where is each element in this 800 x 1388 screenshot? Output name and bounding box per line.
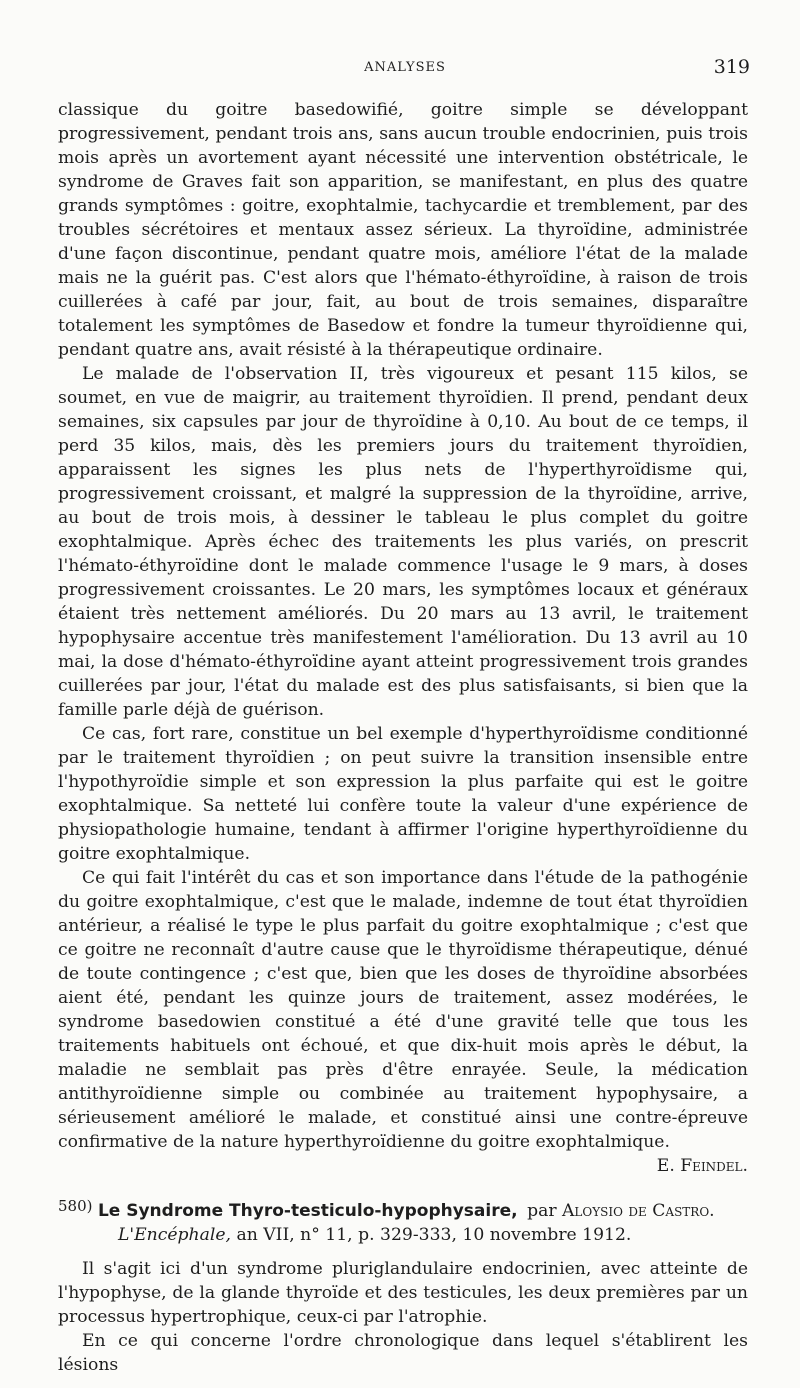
citation-details: an VII, n° 11, p. 329-333, 10 novembre 1912. [236,1225,632,1245]
journal-name: L'Encéphale, [118,1225,232,1245]
entry-title: Le Syndrome Thyro-testiculo-hypophysaire, [97,1201,518,1221]
entry-number: 580) [58,1197,93,1215]
author-signature: E. Feindel. [656,1156,748,1176]
running-title: ANALYSES [364,60,446,75]
paragraph: En ce qui concerne l'ordre chronologique dans lequel s'établirent les lésions [58,1331,748,1375]
review-entry [58,1194,748,1377]
page-header [60,56,750,90]
page-number: 319 [713,56,750,78]
entry-author: Aloysio de Castro. [562,1201,715,1221]
paragraph: Ce cas, fort rare, constitue un bel exemple d'hyperthyroïdisme conditionné par le traitement thyroïdien ; on peut suivre la transition insensible entre l'hypothyroïdie simple et son expression la plus parfaite qui est le goitre exophtalmique. Sa netteté lui confère toute la valeur d'une expérience de physiopathologie humaine, tendant à affirmer l'origine hyperthyroïdienne du goitre exophtalmique. [58,724,748,864]
entry-heading [58,1194,748,1223]
paragraph: Il s'agit ici d'un syndrome pluriglandulaire endocrinien, avec atteinte de l'hypophyse, de la glande thyroïde et des testicules, les deux premières par un processus hypertrophique, ceux-ci par l'atrophie. [58,1259,748,1327]
entry-author-prefix: par [527,1201,557,1221]
body-text [58,98,748,1377]
paragraph: Ce qui fait l'intérêt du cas et son importance dans l'étude de la pathogénie du goitre exophtalmique, c'est que le malade, indemne de tout état thyroïdien antérieur, a réalisé le type le plus parfait du goitre exophtalmique ; c'est que ce goitre ne reconnaît d'autre cause que le thyroïdisme thérapeutique, dénué de toute contingence ; c'est que, bien que les doses de thyroïdine absorbées aient été, pendant les quinze jours de traitement, assez modérées, le syndrome basedowien constitué a été d'une gravité telle que tous les traitements habituels ont échoué, et que dix-huit mois après le début, la maladie ne semblait pas près d'être enrayée. Seule, la médication antithyroïdienne simple ou combinée au traitement hypophysaire, a sérieusement amélioré le malade, et constitué ainsi une contre-épreuve confirmative de la nature hyperthyroïdienne du goitre exophtalmique. [58,868,748,1152]
entry-citation [58,1223,748,1247]
paragraph: classique du goitre basedowifié, goitre simple se développant progressivement, pendant trois ans, sans aucun trouble endocrinien, puis trois mois après un avortement ayant nécessité une intervention obstétricale, le syndrome de Graves fait son apparition, se manifestant, en plus des quatre grands symptômes : goitre, exophtalmie, tachycardie et tremblement, par des troubles sécrétoires et mentaux assez sérieux. La thyroïdine, administrée d'une façon discontinue, pendant quatre mois, améliore l'état de la malade mais ne la guérit pas. C'est alors que l'hémato-éthyroïdine, à raison de trois cuillerées à café par jour, fait, au bout de trois semaines, disparaître totalement les symptômes de Basedow et fondre la tumeur thyroïdienne qui, pendant quatre ans, avait résisté à la thérapeutique ordinaire. [58,100,748,360]
paragraph: Le malade de l'observation II, très vigoureux et pesant 115 kilos, se soumet, en vue de maigrir, au traitement thyroïdien. Il prend, pendant deux semaines, six capsules par jour de thyroïdine à 0,10. Au bout de ce temps, il perd 35 kilos, mais, dès les premiers jours du traitement thyroïdien, apparaissent les signes les plus nets de l'hyperthyroïdisme qui, progressivement croissant, et malgré la suppression de la thyroïdine, arrive, au bout de trois mois, à dessiner le tableau le plus complet du goitre exophtalmique. Après échec des traitements les plus variés, on prescrit l'hémato-éthyroïdine dont le malade commence l'usage le 9 mars, à doses progressivement croissantes. Le 20 mars, les symptômes locaux et généraux étaient très nettement améliorés. Du 20 mars au 13 avril, le traitement hypophysaire accentue très manifestement l'amélioration. Du 13 avril au 10 mai, la dose d'hémato-éthyroïdine ayant atteint progressivement trois grandes cuillerées par jour, l'état du malade est des plus satisfaisants, si bien que la famille parle déjà de guérison. [58,364,748,720]
entry-body [58,1257,748,1377]
